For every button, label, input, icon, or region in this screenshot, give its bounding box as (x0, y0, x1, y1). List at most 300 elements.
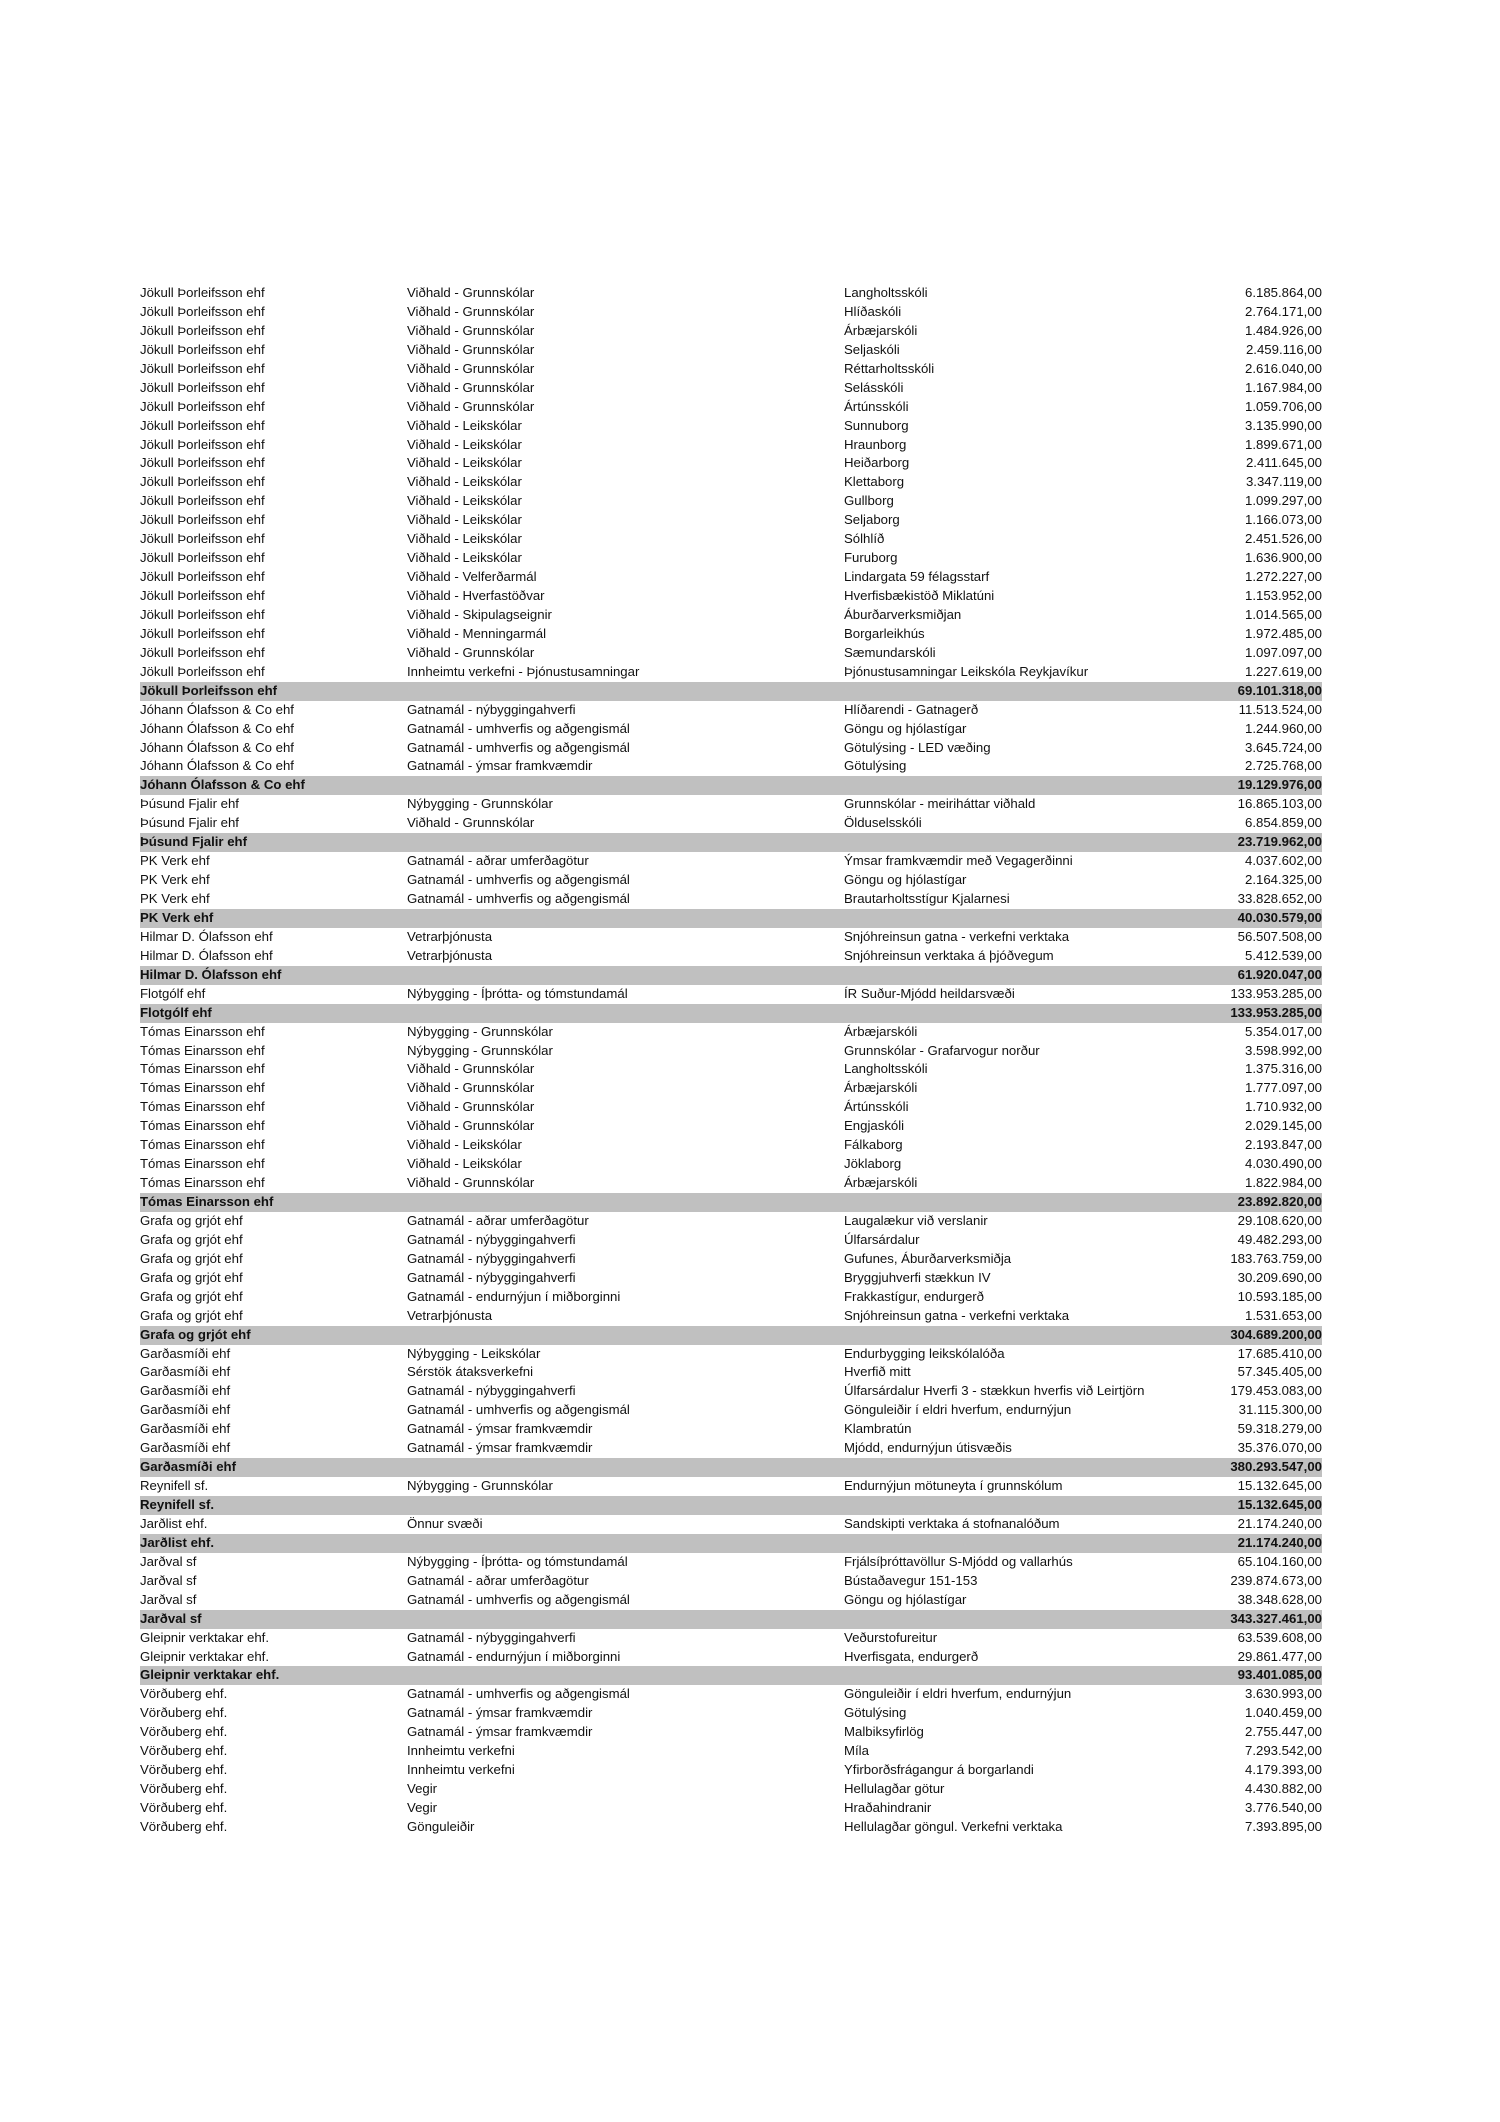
amount-cell: 63.539.608,00 (1237, 1629, 1322, 1645)
supplier-cell: Grafa og grjót ehf (140, 1288, 243, 1304)
table-row (140, 985, 1322, 1004)
subtotal-amount: 23.892.820,00 (1237, 1194, 1322, 1209)
category-cell: Nýbygging - Grunnskólar (407, 1023, 553, 1039)
supplier-cell: Tómas Einarsson ehf (140, 1118, 265, 1134)
subtotal-amount: 21.174.240,00 (1237, 1534, 1322, 1550)
project-cell: Göngu og hjólastígar (844, 720, 967, 736)
table-row (140, 322, 1322, 341)
category-cell: Viðhald - Leikskólar (407, 1137, 522, 1153)
table-row (140, 606, 1322, 625)
supplier-cell: Tómas Einarsson ehf (140, 1042, 265, 1058)
supplier-cell: Vörðuberg ehf. (140, 1762, 228, 1778)
amount-cell: 2.459.116,00 (1245, 341, 1322, 357)
table-row (140, 530, 1322, 549)
category-cell: Gatnamál - umhverfis og aðgengismál (407, 891, 630, 906)
supplier-cell: Gleipnir verktakar ehf. (140, 1629, 269, 1645)
project-cell: Hlíðarendi - Gatnagerð (844, 701, 979, 717)
supplier-cell: Jökull Þorleifsson ehf (140, 379, 265, 395)
category-cell: Viðhald - Hverfastöðvar (407, 588, 545, 603)
project-cell: Malbiksyfirlög (844, 1724, 924, 1740)
table-row (140, 436, 1322, 455)
table-row (140, 1042, 1322, 1061)
supplier-cell: Vörðuberg ehf. (140, 1724, 228, 1740)
amount-cell: 3.347.119,00 (1245, 474, 1322, 490)
project-cell: Ýmsar framkvæmdir með Vegagerðinni (844, 853, 1073, 869)
project-cell: Grunnskólar - meiriháttar viðhald (844, 796, 1036, 812)
table-row (140, 1477, 1322, 1496)
category-cell: Gatnamál - aðrar umferðagötur (407, 1212, 589, 1228)
category-cell: Viðhald - Grunnskólar (407, 285, 535, 300)
supplier-cell: PK Verk ehf (140, 872, 210, 888)
project-cell: Úlfarsárdalur Hverfi 3 - stækkun hverfis við Leirtjörn (844, 1383, 1145, 1399)
amount-cell: 3.135.990,00 (1244, 417, 1322, 433)
subtotal-supplier: Þúsund Fjalir ehf (140, 834, 247, 850)
table-row (140, 1685, 1322, 1704)
project-cell: Þjónustusamningar Leikskóla Reykjavíkur (844, 663, 1089, 679)
category-cell: Nýbygging - Grunnskólar (407, 796, 553, 812)
category-cell: Viðhald - Grunnskólar (407, 1175, 535, 1191)
table-row (140, 568, 1322, 587)
amount-cell: 33.828.652,00 (1237, 891, 1322, 906)
amount-cell: 4.037.602,00 (1244, 853, 1322, 869)
table-row (140, 795, 1322, 814)
table-row (140, 1572, 1322, 1591)
table-row (140, 1799, 1322, 1818)
category-cell: Viðhald - Leikskólar (407, 493, 522, 509)
table-row (140, 379, 1322, 398)
project-cell: Ártúnsskóli (844, 1099, 909, 1115)
table-row (140, 417, 1322, 436)
category-cell: Gatnamál - umhverfis og aðgengismál (407, 739, 630, 755)
project-cell: Endurnýjun mötuneyta í grunnskólum (844, 1478, 1063, 1494)
subtotal-supplier: PK Verk ehf (140, 909, 214, 925)
category-cell: Viðhald - Grunnskólar (407, 379, 535, 395)
category-cell: Viðhald - Grunnskólar (407, 644, 535, 660)
amount-cell: 2.616.040,00 (1244, 360, 1322, 376)
subtotal-supplier: Tómas Einarsson ehf (140, 1194, 274, 1209)
amount-cell: 5.412.539,00 (1244, 947, 1322, 963)
subtotal-supplier: Jarðval sf (140, 1610, 202, 1626)
project-cell: Jöklaborg (844, 1156, 902, 1172)
subtotal-amount: 19.129.976,00 (1237, 777, 1322, 793)
category-cell: Viðhald - Menningarmál (407, 625, 547, 641)
project-cell: Sólhlíð (844, 531, 885, 547)
project-cell: Heiðarborg (844, 455, 910, 471)
category-cell: Gatnamál - nýbyggingahverfi (407, 1231, 576, 1247)
table-row (140, 928, 1322, 947)
category-cell: Viðhald - Leikskólar (407, 474, 522, 490)
project-cell: Gönguleiðir í eldri hverfum, endurnýjun (844, 1402, 1072, 1418)
project-cell: Mjódd, endurnýjun útisvæðis (844, 1440, 1012, 1456)
supplier-cell: Hilmar D. Ólafsson ehf (140, 947, 273, 963)
category-cell: Gatnamál - umhverfis og aðgengismál (407, 1591, 630, 1607)
amount-cell: 133.953.285,00 (1230, 985, 1322, 1001)
amount-cell: 2.411.645,00 (1245, 455, 1322, 471)
project-cell: Fálkaborg (844, 1137, 903, 1153)
supplier-cell: Tómas Einarsson ehf (140, 1023, 265, 1039)
subtotal-amount: 343.327.461,00 (1230, 1610, 1322, 1626)
project-cell: Götulýsing (844, 1705, 907, 1721)
supplier-cell: Garðasmíði ehf (140, 1440, 231, 1456)
amount-cell: 239.874.673,00 (1230, 1572, 1322, 1588)
category-cell: Nýbygging - Grunnskólar (407, 1042, 553, 1058)
project-cell: Götulýsing - LED væðing (844, 739, 991, 755)
category-cell: Viðhald - Grunnskólar (407, 1061, 535, 1077)
category-cell: Nýbygging - Íþrótta- og tómstundamál (407, 1553, 628, 1569)
amount-cell: 1.014.565,00 (1244, 606, 1322, 622)
project-cell: Árbæjarskóli (844, 1080, 918, 1096)
category-cell: Viðhald - Grunnskólar (407, 1080, 535, 1096)
category-cell: Viðhald - Leikskólar (407, 512, 522, 528)
supplier-cell: Jökull Þorleifsson ehf (140, 606, 265, 622)
supplier-cell: Jökull Þorleifsson ehf (140, 455, 265, 471)
table-row (140, 720, 1322, 739)
project-cell: Gufunes, Áburðarverksmiðja (844, 1250, 1012, 1266)
table-row (140, 644, 1322, 663)
project-cell: Áburðarverksmiðjan (844, 606, 962, 622)
supplier-cell: Vörðuberg ehf. (140, 1743, 228, 1759)
subtotal-row (140, 1666, 1322, 1685)
table-row (140, 739, 1322, 758)
supplier-cell: Jökull Þorleifsson ehf (140, 663, 265, 679)
subtotal-row (140, 1534, 1322, 1553)
table-row (140, 1098, 1322, 1117)
subtotal-row (140, 966, 1322, 985)
category-cell: Gatnamál - ýmsar framkvæmdir (407, 1421, 593, 1437)
category-cell: Gatnamál - nýbyggingahverfi (407, 1269, 576, 1285)
category-cell: Vetrarþjónusta (407, 928, 493, 944)
project-cell: Frjálsíþróttavöllur S-Mjódd og vallarhús (844, 1553, 1073, 1569)
category-cell: Gatnamál - umhverfis og aðgengismál (407, 1402, 630, 1418)
project-cell: Grunnskólar - Grafarvogur norður (844, 1042, 1040, 1058)
supplier-cell: Jóhann Ólafsson & Co ehf (140, 701, 294, 717)
supplier-cell: Vörðuberg ehf. (140, 1705, 228, 1721)
project-cell: Hverfið mitt (844, 1364, 911, 1380)
amount-cell: 3.645.724,00 (1244, 739, 1322, 755)
table-row (140, 871, 1322, 890)
table-row (140, 890, 1322, 909)
subtotal-supplier: Jóhann Ólafsson & Co ehf (140, 777, 305, 793)
supplier-cell: Jökull Þorleifsson ehf (140, 588, 265, 603)
amount-cell: 17.685.410,00 (1237, 1345, 1322, 1361)
supplier-cell: Jökull Þorleifsson ehf (140, 322, 265, 338)
amount-cell: 1.040.459,00 (1244, 1705, 1322, 1721)
amount-cell: 10.593.185,00 (1237, 1288, 1322, 1304)
category-cell: Gatnamál - endurnýjun í miðborginni (407, 1288, 621, 1304)
subtotal-supplier: Hilmar D. Ólafsson ehf (140, 966, 282, 982)
amount-cell: 6.185.864,00 (1244, 285, 1322, 300)
category-cell: Gatnamál - ýmsar framkvæmdir (407, 1440, 593, 1456)
table-row (140, 1553, 1322, 1572)
amount-cell: 7.393.895,00 (1244, 1818, 1322, 1834)
amount-cell: 1.636.900,00 (1244, 550, 1322, 566)
supplier-cell: Flotgólf ehf (140, 985, 206, 1001)
project-cell: ÍR Suður-Mjódd heildarsvæði (844, 985, 1015, 1001)
subtotal-supplier: Jarðlist ehf. (140, 1534, 215, 1550)
amount-cell: 1.822.984,00 (1244, 1175, 1322, 1191)
project-cell: Ölduselsskóli (844, 815, 922, 831)
category-cell: Gatnamál - nýbyggingahverfi (407, 1250, 576, 1266)
table-row (140, 1060, 1322, 1079)
category-cell: Vetrarþjónusta (407, 1307, 493, 1323)
table-row (140, 1439, 1322, 1458)
supplier-cell: Tómas Einarsson ehf (140, 1061, 265, 1077)
amount-cell: 1.375.316,00 (1244, 1061, 1322, 1077)
supplier-cell: Vörðuberg ehf. (140, 1781, 228, 1797)
project-cell: Gönguleiðir í eldri hverfum, endurnýjun (844, 1686, 1072, 1702)
project-cell: Bústaðavegur 151-153 (844, 1572, 978, 1588)
project-cell: Míla (844, 1743, 869, 1759)
table-row (140, 1780, 1322, 1799)
project-cell: Sæmundarskóli (844, 644, 936, 660)
supplier-cell: Grafa og grjót ehf (140, 1231, 243, 1247)
amount-cell: 15.132.645,00 (1237, 1478, 1322, 1494)
amount-cell: 57.345.405,00 (1237, 1364, 1322, 1380)
subtotal-row (140, 1326, 1322, 1345)
supplier-cell: Vörðuberg ehf. (140, 1686, 228, 1702)
table-row (140, 360, 1322, 379)
category-cell: Önnur svæði (407, 1515, 483, 1531)
table-row (140, 625, 1322, 644)
category-cell: Gatnamál - ýmsar framkvæmdir (407, 1705, 593, 1721)
amount-cell: 35.376.070,00 (1237, 1440, 1322, 1456)
supplier-cell: Jóhann Ólafsson & Co ehf (140, 720, 294, 736)
supplier-cell: Tómas Einarsson ehf (140, 1137, 265, 1153)
category-cell: Innheimtu verkefni - Þjónustusamningar (407, 663, 640, 679)
supplier-cell: Jökull Þorleifsson ehf (140, 398, 265, 414)
subtotal-supplier: Garðasmíði ehf (140, 1459, 237, 1475)
supplier-cell: Tómas Einarsson ehf (140, 1080, 265, 1096)
project-cell: Snjóhreinsun gatna - verkefni verktaka (844, 928, 1070, 944)
category-cell: Viðhald - Leikskólar (407, 531, 522, 547)
project-cell: Endurbygging leikskólalóða (844, 1345, 1005, 1361)
project-cell: Borgarleikhús (844, 625, 925, 641)
amount-cell: 65.104.160,00 (1237, 1553, 1322, 1569)
table-row (140, 587, 1322, 606)
amount-cell: 1.059.706,00 (1244, 398, 1322, 414)
supplier-cell: Hilmar D. Ólafsson ehf (140, 928, 273, 944)
amount-cell: 1.099.297,00 (1244, 493, 1322, 509)
subtotal-row (140, 833, 1322, 852)
category-cell: Vegir (407, 1781, 438, 1797)
subtotal-amount: 23.719.962,00 (1237, 834, 1322, 850)
category-cell: Viðhald - Skipulagseignir (407, 606, 552, 622)
project-cell: Árbæjarskóli (844, 1023, 918, 1039)
table-row (140, 511, 1322, 530)
table-row (140, 1117, 1322, 1136)
category-cell: Innheimtu verkefni (407, 1762, 515, 1778)
amount-cell: 2.193.847,00 (1244, 1137, 1322, 1153)
subtotal-supplier: Jökull Þorleifsson ehf (140, 682, 278, 698)
amount-cell: 183.763.759,00 (1230, 1250, 1322, 1266)
category-cell: Innheimtu verkefni (407, 1743, 515, 1759)
amount-cell: 1.777.097,00 (1244, 1080, 1322, 1096)
project-cell: Klettaborg (844, 474, 905, 490)
category-cell: Gönguleiðir (407, 1818, 475, 1834)
supplier-cell: Jökull Þorleifsson ehf (140, 569, 265, 585)
supplier-cell: Grafa og grjót ehf (140, 1212, 243, 1228)
supplier-cell: Reynifell sf. (140, 1478, 209, 1494)
amount-cell: 56.507.508,00 (1237, 928, 1322, 944)
project-cell: Göngu og hjólastígar (844, 1591, 967, 1607)
subtotal-amount: 304.689.200,00 (1230, 1326, 1322, 1342)
amount-cell: 11.513.524,00 (1238, 701, 1322, 717)
project-cell: Yfirborðsfrágangur á borgarlandi (844, 1762, 1034, 1778)
supplier-cell: Jarðlist ehf. (140, 1515, 208, 1531)
project-cell: Árbæjarskóli (844, 322, 918, 338)
project-cell: Réttarholtsskóli (844, 360, 935, 376)
supplier-cell: Jarðval sf (140, 1553, 197, 1569)
project-cell: Hellulagðar göngul. Verkefni verktaka (844, 1818, 1063, 1834)
category-cell: Viðhald - Grunnskólar (407, 322, 535, 338)
subtotal-row (140, 1496, 1322, 1515)
subtotal-row (140, 682, 1322, 701)
project-cell: Laugalækur við verslanir (844, 1212, 988, 1228)
table-row (140, 757, 1322, 776)
category-cell: Gatnamál - umhverfis og aðgengismál (407, 872, 630, 888)
project-cell: Sandskipti verktaka á stofnanalóðum (844, 1515, 1060, 1531)
amount-cell: 179.453.083,00 (1230, 1383, 1322, 1399)
supplier-cell: Jóhann Ólafsson & Co ehf (140, 758, 294, 774)
project-cell: Hverfisgata, endurgerð (844, 1648, 979, 1664)
table-row (140, 1591, 1322, 1610)
subtotal-amount: 380.293.547,00 (1230, 1459, 1322, 1475)
table-row (140, 549, 1322, 568)
project-cell: Hlíðaskóli (844, 303, 902, 319)
subtotal-row (140, 776, 1322, 795)
supplier-cell: Grafa og grjót ehf (140, 1269, 243, 1285)
category-cell: Viðhald - Grunnskólar (407, 341, 535, 357)
table-row (140, 492, 1322, 511)
project-cell: Ártúnsskóli (844, 398, 909, 414)
subtotal-amount: 93.401.085,00 (1237, 1667, 1322, 1683)
supplier-cell: Jökull Þorleifsson ehf (140, 303, 265, 319)
category-cell: Viðhald - Grunnskólar (407, 815, 535, 831)
amount-cell: 3.630.993,00 (1244, 1686, 1322, 1702)
table-row (140, 1818, 1322, 1837)
table-row (140, 701, 1322, 720)
table-row (140, 1079, 1322, 1098)
supplier-cell: Jökull Þorleifsson ehf (140, 625, 265, 641)
project-cell: Veðurstofureitur (844, 1629, 938, 1645)
amount-cell: 2.764.171,00 (1244, 303, 1322, 319)
subtotal-supplier: Flotgólf ehf (140, 1004, 212, 1020)
project-cell: Langholtsskóli (844, 285, 928, 300)
table-row (140, 1288, 1322, 1307)
supplier-cell: Grafa og grjót ehf (140, 1250, 243, 1266)
category-cell: Nýbygging - Leikskólar (407, 1345, 541, 1361)
amount-cell: 21.174.240,00 (1237, 1515, 1322, 1531)
table-row (140, 1742, 1322, 1761)
subtotal-amount: 40.030.579,00 (1237, 909, 1322, 925)
amount-cell: 31.115.300,00 (1238, 1402, 1322, 1418)
amount-cell: 5.354.017,00 (1244, 1023, 1322, 1039)
category-cell: Viðhald - Velferðarmál (407, 569, 537, 585)
amount-cell: 1.710.932,00 (1244, 1099, 1322, 1115)
table-row (140, 1704, 1322, 1723)
category-cell: Viðhald - Leikskólar (407, 417, 522, 433)
project-cell: Seljaborg (844, 512, 900, 528)
supplier-cell: Jökull Þorleifsson ehf (140, 474, 265, 490)
supplier-cell: Vörðuberg ehf. (140, 1818, 228, 1834)
amount-cell: 2.451.526,00 (1244, 531, 1322, 547)
supplier-cell: Þúsund Fjalir ehf (140, 796, 239, 812)
category-cell: Vegir (407, 1800, 438, 1815)
table-row (140, 1723, 1322, 1742)
table-row (140, 1023, 1322, 1042)
category-cell: Viðhald - Grunnskólar (407, 303, 535, 319)
amount-cell: 1.166.073,00 (1244, 512, 1322, 528)
amount-cell: 1.272.227,00 (1244, 569, 1322, 585)
table-row (140, 341, 1322, 360)
amount-cell: 1.167.984,00 (1244, 379, 1322, 395)
category-cell: Viðhald - Grunnskólar (407, 360, 535, 376)
category-cell: Vetrarþjónusta (407, 947, 493, 963)
table-row (140, 284, 1322, 303)
table-row (140, 852, 1322, 871)
table-row (140, 1250, 1322, 1269)
table-row (140, 454, 1322, 473)
amount-cell: 1.484.926,00 (1244, 322, 1322, 338)
amount-cell: 2.725.768,00 (1244, 758, 1322, 774)
supplier-cell: Grafa og grjót ehf (140, 1307, 243, 1323)
table-row (140, 1307, 1322, 1326)
supplier-cell: Jökull Þorleifsson ehf (140, 493, 265, 509)
table-row (140, 1363, 1322, 1382)
table-row (140, 1155, 1322, 1174)
amount-cell: 6.854.859,00 (1244, 815, 1322, 831)
project-cell: Langholtsskóli (844, 1061, 928, 1077)
amount-cell: 4.430.882,00 (1244, 1781, 1322, 1797)
category-cell: Gatnamál - umhverfis og aðgengismál (407, 1686, 630, 1702)
amount-cell: 1.227.619,00 (1244, 663, 1322, 679)
amount-cell: 1.531.653,00 (1244, 1307, 1322, 1323)
project-cell: Hraunborg (844, 436, 907, 452)
subtotal-supplier: Gleipnir verktakar ehf. (140, 1667, 280, 1683)
supplier-cell: Jökull Þorleifsson ehf (140, 531, 265, 547)
table-row (140, 1345, 1322, 1364)
expenditure-table (140, 284, 1322, 1837)
amount-cell: 1.097.097,00 (1244, 644, 1322, 660)
subtotal-row (140, 1458, 1322, 1477)
project-cell: Snjóhreinsun gatna - verkefni verktaka (844, 1307, 1070, 1323)
supplier-cell: Jökull Þorleifsson ehf (140, 360, 265, 376)
category-cell: Nýbygging - Grunnskólar (407, 1478, 553, 1494)
category-cell: Viðhald - Leikskólar (407, 1156, 522, 1172)
supplier-cell: Garðasmíði ehf (140, 1383, 231, 1399)
category-cell: Gatnamál - nýbyggingahverfi (407, 1629, 576, 1645)
table-row (140, 947, 1322, 966)
supplier-cell: Þúsund Fjalir ehf (140, 815, 239, 831)
category-cell: Gatnamál - nýbyggingahverfi (407, 701, 576, 717)
table-row (140, 1761, 1322, 1780)
table-row (140, 303, 1322, 322)
amount-cell: 3.598.992,00 (1244, 1042, 1322, 1058)
supplier-cell: Jökull Þorleifsson ehf (140, 512, 265, 528)
table-row (140, 1401, 1322, 1420)
category-cell: Viðhald - Leikskólar (407, 436, 522, 452)
project-cell: Lindargata 59 félagsstarf (844, 569, 990, 585)
amount-cell: 2.029.145,00 (1244, 1118, 1322, 1134)
project-cell: Hraðahindranir (844, 1800, 932, 1815)
project-cell: Göngu og hjólastígar (844, 872, 967, 888)
table-row (140, 1136, 1322, 1155)
table-row (140, 398, 1322, 417)
table-row (140, 1515, 1322, 1534)
project-cell: Seljaskóli (844, 341, 900, 357)
supplier-cell: Jökull Þorleifsson ehf (140, 285, 265, 300)
supplier-cell: Vörðuberg ehf. (140, 1800, 228, 1815)
